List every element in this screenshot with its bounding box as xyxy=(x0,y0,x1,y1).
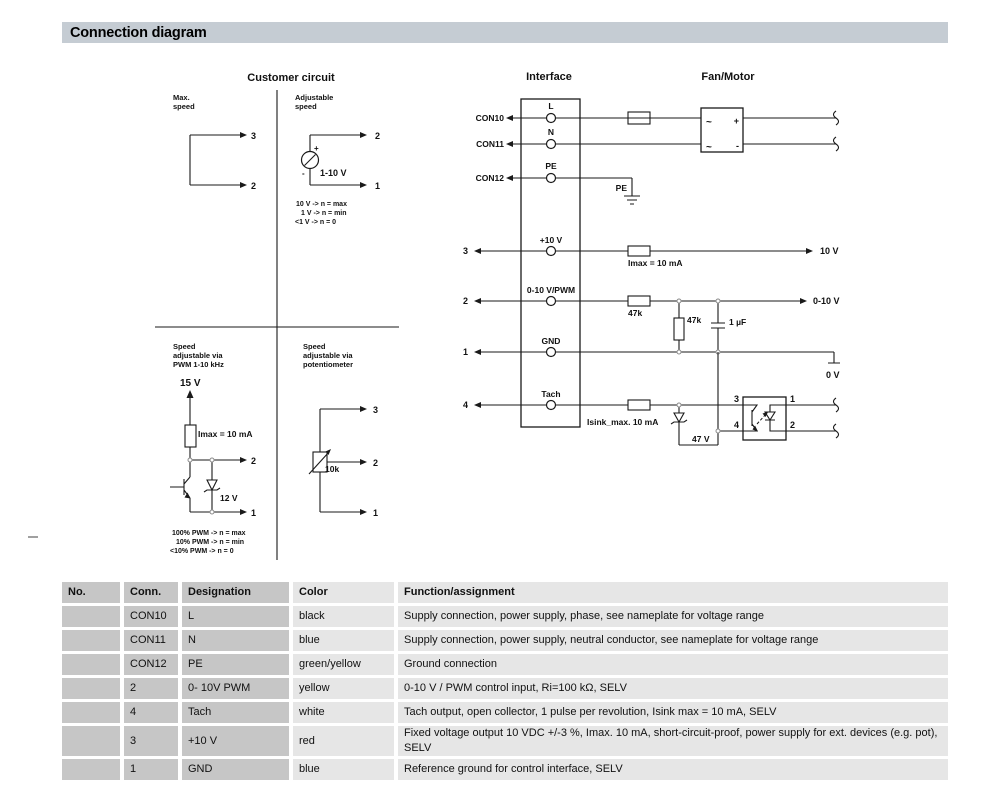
cell-no xyxy=(62,759,120,780)
resistor-icon xyxy=(628,400,650,410)
signal-0-10v-line xyxy=(474,296,840,352)
signal-gnd-line xyxy=(474,348,840,381)
signal-tach-line xyxy=(474,352,743,445)
section-headers xyxy=(247,71,755,84)
source-voltage-label: 1-10 V xyxy=(320,168,347,178)
terminal-2-label: 2 xyxy=(251,456,257,466)
cell-color: blue xyxy=(293,630,394,651)
terminal-2-label: 2 xyxy=(251,181,257,191)
isink-label: Isink_max. 10 mA xyxy=(587,417,659,427)
shunt-resistor-label: 47k xyxy=(687,315,702,325)
terminal-circle xyxy=(547,247,556,256)
terminal-1-label: 1 xyxy=(373,508,379,518)
zener-47v-label: 47 V xyxy=(692,434,710,444)
customer-circuit-heading: Customer circuit xyxy=(247,72,335,84)
cell-function: 0-10 V / PWM control input, Ri=100 kΩ, SELV xyxy=(398,678,948,699)
connection-diagram xyxy=(0,60,1000,580)
cell-no xyxy=(62,606,120,627)
cell-function: Supply connection, power supply, phase, see nameplate for voltage range xyxy=(398,606,948,627)
connection-table xyxy=(62,582,948,780)
pe-ground-label: PE xyxy=(615,183,627,193)
customer-circuit-max-speed xyxy=(173,93,256,191)
cell-conn: CON10 xyxy=(124,606,178,627)
note: 100% PWM -> n = max xyxy=(172,530,246,537)
optocoupler xyxy=(734,394,839,440)
interface-terminal-block xyxy=(463,99,580,427)
customer-circuit-pwm xyxy=(170,342,256,555)
shunt-resistor-icon xyxy=(674,318,684,340)
opto-pin3-label: 3 xyxy=(733,394,739,404)
imax-label: Imax = 10 mA xyxy=(628,258,683,268)
cell-conn: 3 xyxy=(124,726,178,756)
con12-label: CON12 xyxy=(475,173,504,183)
zener-diode-icon xyxy=(207,480,217,490)
cell-no xyxy=(62,654,120,675)
interface-heading: Interface xyxy=(526,71,572,83)
terminal-1-label: 1 xyxy=(375,181,381,191)
cell-no xyxy=(62,678,120,699)
pwm-label: PWM 1-10 kHz xyxy=(173,360,224,369)
note: 10% PWM -> n = min xyxy=(176,539,245,546)
pin-pwm-label: 0-10 V/PWM xyxy=(526,285,576,295)
cell-conn: 2 xyxy=(124,678,178,699)
cell-no xyxy=(62,702,120,723)
cell-color: blue xyxy=(293,759,394,780)
resistor-icon xyxy=(628,246,650,256)
terminal-1-label: 1 xyxy=(462,347,468,357)
cell-color: black xyxy=(293,606,394,627)
terminal-circle xyxy=(547,140,556,149)
cell-color: red xyxy=(293,726,394,756)
ac-symbol: ~ xyxy=(706,117,712,128)
capacitor-label: 1 µF xyxy=(729,317,747,327)
terminal-circle xyxy=(547,174,556,183)
pin-gnd-label: GND xyxy=(541,336,561,346)
max-speed-label: speed xyxy=(173,102,195,111)
ac-symbol: ~ xyxy=(706,142,712,153)
pot-label: Speed xyxy=(303,342,326,351)
adjustable-speed-label: speed xyxy=(295,102,317,111)
cell-conn: 1 xyxy=(124,759,178,780)
pin-10v-label: +10 V xyxy=(539,235,563,245)
cell-function: Ground connection xyxy=(398,654,948,675)
cell-function: Supply connection, power supply, neutral conductor, see nameplate for voltage range xyxy=(398,630,948,651)
max-speed-label: Max. xyxy=(173,93,190,102)
cell-function: Reference ground for control interface, SELV xyxy=(398,759,948,780)
cell-designation: Tach xyxy=(182,702,289,723)
mains-power-lines xyxy=(506,112,701,204)
note: 1 V -> n = min xyxy=(301,210,347,217)
terminal-3-label: 3 xyxy=(462,246,468,256)
terminal-2-label: 2 xyxy=(375,131,381,141)
cell-designation: GND xyxy=(182,759,289,780)
cell-function: Fixed voltage output 10 VDC +/-3 %, Imax. 10 mA, short-circuit-proof, power supply for ext. devices (e.g. pot), SELV xyxy=(398,726,948,756)
minus-sign: - xyxy=(302,169,305,178)
opto-pin1-label: 1 xyxy=(790,394,796,404)
pin-n-label: N xyxy=(547,127,555,137)
series-resistor-label: 47k xyxy=(628,308,643,318)
zener-voltage-label: 12 V xyxy=(220,493,238,503)
resistor-icon xyxy=(185,425,196,447)
terminal-3-label: 3 xyxy=(373,405,379,415)
supply-15v-label: 15 V xyxy=(180,378,201,389)
signal-10v-line xyxy=(474,246,839,268)
fan-motor-heading: Fan/Motor xyxy=(701,71,755,83)
customer-circuit-potentiometer xyxy=(303,342,378,518)
col-header-color: Color xyxy=(293,582,394,603)
cell-designation: PE xyxy=(182,654,289,675)
minus-symbol: - xyxy=(736,141,739,151)
cell-designation: N xyxy=(182,630,289,651)
col-header-conn: Conn. xyxy=(124,582,178,603)
col-header-designation: Designation xyxy=(182,582,289,603)
cell-no xyxy=(62,630,120,651)
col-header-no: No. xyxy=(62,582,120,603)
con11-label: CON11 xyxy=(476,139,504,149)
output-10v-label: 10 V xyxy=(820,246,839,256)
imax-label: Imax = 10 mA xyxy=(198,429,253,439)
note: 10 V -> n = max xyxy=(296,201,347,208)
con10-label: CON10 xyxy=(475,113,504,123)
pot-label: adjustable via xyxy=(303,351,353,360)
terminal-circle xyxy=(547,297,556,306)
adjustable-speed-label: Adjustable xyxy=(295,93,334,102)
cell-designation: L xyxy=(182,606,289,627)
terminal-2-label: 2 xyxy=(373,458,379,468)
col-header-function: Function/assignment xyxy=(398,582,948,603)
customer-circuit-adjustable-speed xyxy=(295,93,380,226)
capacitor-icon xyxy=(711,301,725,352)
terminal-1-label: 1 xyxy=(251,508,257,518)
cell-color: white xyxy=(293,702,394,723)
pot-label: potentiometer xyxy=(303,360,354,369)
cell-conn: 4 xyxy=(124,702,178,723)
cell-color: yellow xyxy=(293,678,394,699)
section-title-bar xyxy=(62,22,948,43)
cell-conn: CON12 xyxy=(124,654,178,675)
cell-no xyxy=(62,726,120,756)
cell-conn: CON11 xyxy=(124,630,178,651)
resistor-icon xyxy=(628,296,650,306)
page-title: Connection diagram xyxy=(70,24,207,41)
terminal-3-label: 3 xyxy=(251,131,257,141)
pwm-label: adjustable via xyxy=(173,351,223,360)
cell-color: green/yellow xyxy=(293,654,394,675)
note: <10% PWM -> n = 0 xyxy=(170,548,234,555)
output-0-10v-label: 0-10 V xyxy=(813,296,840,306)
plus-sign: + xyxy=(314,144,319,153)
cell-designation: 0- 10V PWM xyxy=(182,678,289,699)
terminal-4-label: 4 xyxy=(462,400,468,410)
cell-designation: +10 V xyxy=(182,726,289,756)
pot-value-label: 10k xyxy=(325,464,340,474)
pin-tach-label: Tach xyxy=(541,389,561,399)
cell-function: Tach output, open collector, 1 pulse per revolution, Isink max = 10 mA, SELV xyxy=(398,702,948,723)
zero-volt-label: 0 V xyxy=(826,370,840,380)
pin-l-label: L xyxy=(548,101,554,111)
plus-symbol: + xyxy=(733,116,739,126)
note: <1 V -> n = 0 xyxy=(295,219,337,226)
terminal-circle xyxy=(547,114,556,123)
pwm-label: Speed xyxy=(173,342,196,351)
terminal-circle xyxy=(547,348,556,357)
terminal-circle xyxy=(547,401,556,410)
opto-pin2-label: 2 xyxy=(790,420,796,430)
terminal-2-label: 2 xyxy=(462,296,468,306)
opto-pin4-label: 4 xyxy=(733,420,739,430)
pin-pe-label: PE xyxy=(545,161,557,171)
fan-motor-block xyxy=(701,108,839,153)
zener-diode-icon xyxy=(674,413,684,422)
optocoupler-box xyxy=(743,397,786,440)
